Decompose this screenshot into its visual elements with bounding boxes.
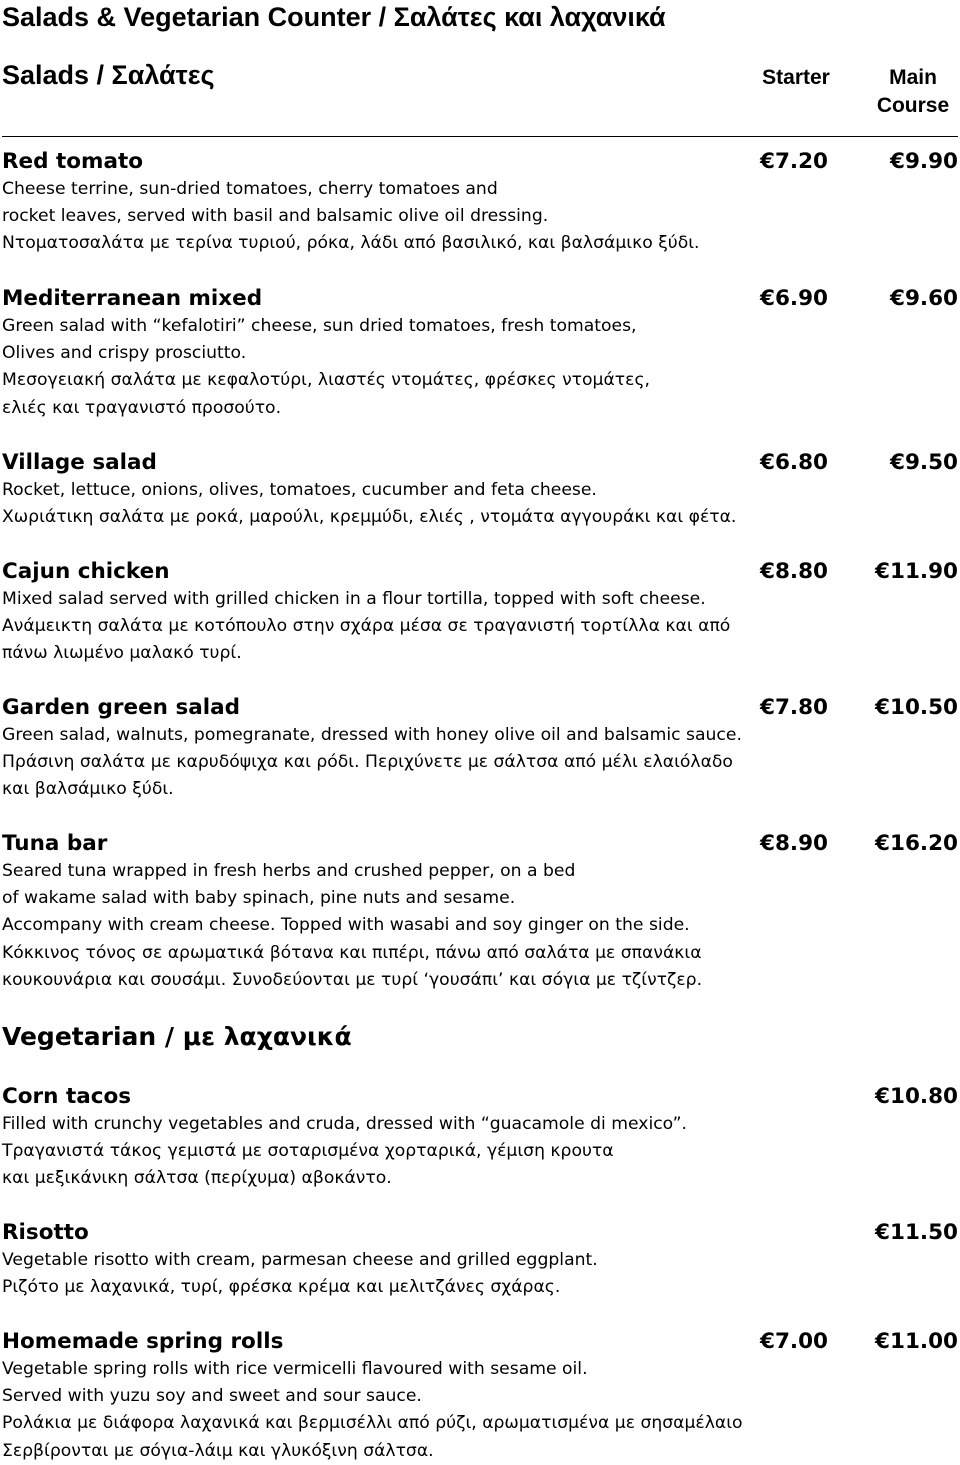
item-description-line: Ανάμεικτη σαλάτα με κοτόπουλο στην σχάρα μέσα σε τραγανιστή τορτίλλα και από (2, 616, 731, 637)
starter-price: €6.90 (759, 286, 828, 311)
item-description-line: Rocket, lettuce, onions, olives, tomatoes, cucumber and feta cheese. (2, 480, 597, 500)
main-course-column-header (866, 64, 960, 120)
item-description-line: ελιές και τραγανιστό προσούτο. (2, 397, 282, 418)
main-price: €10.50 (875, 695, 958, 720)
item-name: Tuna bar (2, 831, 108, 856)
main-course-header-line1: Main (889, 66, 937, 89)
item-description-line: Green salad, walnuts, pomegranate, dressed with honey olive oil and balsamic sauce. (2, 725, 742, 745)
menu-item-homemade-spring-rolls (2, 1328, 958, 1465)
main-price: €11.90 (875, 559, 958, 584)
main-price: €11.50 (875, 1220, 958, 1245)
header-divider (2, 136, 958, 137)
item-description-line: of wakame salad with baby spinach, pine nuts and sesame. (2, 888, 516, 909)
item-description-line: Πράσινη σαλάτα με καρυδόψιχα και ρόδι. Περιχύνετε με σάλτσα από μέλι ελαιόλαδο (2, 752, 733, 773)
item-description-line: Σερβίρονται με σόγια-λάιμ και γλυκόξινη σάλτσα. (2, 1440, 434, 1461)
item-name: Risotto (2, 1220, 89, 1245)
item-description-line: rocket leaves, served with basil and balsamic olive oil dressing. (2, 206, 549, 227)
menu-item-mediterranean-mixed (2, 285, 958, 422)
menu-item-tuna-bar (2, 830, 958, 994)
page-title: Salads & Vegetarian Counter / Σαλάτες και λαχανικά (2, 2, 666, 32)
item-description-line: Filled with crunchy vegetables and cruda, dressed with “guacamole di mexico”. (2, 1114, 687, 1134)
main-price: €9.90 (889, 149, 958, 174)
item-description-line: Vegetable spring rolls with rice vermicelli flavoured with sesame oil. (2, 1359, 588, 1379)
item-description-line: Μεσογειακή σαλάτα με κεφαλοτύρι, λιαστές ντομάτες, φρέσκες ντομάτες, (2, 370, 650, 391)
main-price: €9.60 (889, 286, 958, 311)
menu-item-red-tomato (2, 148, 958, 258)
menu-item-cajun-chicken (2, 558, 958, 668)
item-description-line: Χωριάτικη σαλάτα με ροκά, μαρούλι, κρεμμύδι, ελιές , ντομάτα αγγουράκι και φέτα. (2, 507, 737, 528)
main-price: €11.00 (875, 1329, 958, 1354)
main-course-header-line2: Course (876, 94, 950, 117)
item-description-line: πάνω λιωμένο μαλακό τυρί. (2, 643, 242, 664)
item-name: Corn tacos (2, 1084, 132, 1109)
starter-price: €8.90 (759, 831, 828, 856)
item-name: Village salad (2, 450, 157, 475)
starter-price: €8.80 (759, 559, 828, 584)
item-description-line: Ριζότο με λαχανικά, τυρί, φρέσκα κρέμα και μελιτζάνες σχάρας. (2, 1277, 561, 1298)
starter-price: €7.80 (759, 695, 828, 720)
main-price: €16.20 (875, 831, 958, 856)
item-description-line: Κόκκινος τόνος σε αρωματικά βότανα και πιπέρι, πάνω από σαλάτα με σπανάκια (2, 942, 702, 963)
starter-price: €6.80 (759, 450, 828, 475)
item-description-line: Cheese terrine, sun-dried tomatoes, cherry tomatoes and (2, 179, 498, 199)
item-description-line: Served with yuzu soy and sweet and sour sauce. (2, 1386, 422, 1407)
item-description-line: Olives and crispy prosciutto. (2, 343, 247, 364)
item-description-line: Green salad with “kefalotiri” cheese, sun dried tomatoes, fresh tomatoes, (2, 316, 637, 336)
item-description-line: κουκουνάρια και σουσάμι. Συνοδεύονται με τυρί ‘γουσάπι’ και σόγια με τζίντζερ. (2, 969, 703, 990)
menu-item-garden-green-salad (2, 694, 958, 804)
item-description-line: και μεξικάνικη σάλτσα (περίχυμα) αβοκάντο. (2, 1168, 392, 1189)
item-name: Homemade spring rolls (2, 1329, 284, 1354)
vegetarian-section-title: Vegetarian / με λαχανικά (2, 1022, 352, 1051)
item-description-line: Seared tuna wrapped in fresh herbs and crushed pepper, on a bed (2, 861, 576, 881)
item-name: Cajun chicken (2, 559, 170, 584)
item-name: Garden green salad (2, 695, 241, 720)
main-price: €10.80 (875, 1084, 958, 1109)
item-description-line: Mixed salad served with grilled chicken in a flour tortilla, topped with soft cheese. (2, 589, 706, 609)
menu-item-risotto (2, 1219, 958, 1301)
item-description-line: Ντοματοσαλάτα με τερίνα τυριού, ρόκα, λάδι από βασιλικό, και βαλσάμικο ξύδι. (2, 233, 700, 254)
menu-item-corn-tacos (2, 1083, 958, 1193)
item-description-line: Ρολάκια με διάφορα λαχανικά και βερμισέλλι από ρύζι, αρωματισμένα με σησαμέλαιο (2, 1413, 743, 1434)
item-description-line: και βαλσάμικο ξύδι. (2, 779, 174, 800)
item-description-line: Accompany with cream cheese. Topped with wasabi and soy ginger on the side. (2, 915, 690, 936)
item-name: Red tomato (2, 149, 144, 174)
starter-price: €7.00 (759, 1329, 828, 1354)
item-description-line: Τραγανιστά τάκος γεμιστά με σοταρισμένα χορταρικά, γέμιση κρουτα (2, 1141, 614, 1162)
salads-section-title: Salads / Σαλάτες (2, 60, 215, 90)
main-price: €9.50 (889, 450, 958, 475)
starter-column-header: Starter (762, 66, 830, 89)
menu-item-village-salad (2, 449, 958, 531)
item-description-line: Vegetable risotto with cream, parmesan cheese and grilled eggplant. (2, 1250, 598, 1270)
item-name: Mediterranean mixed (2, 286, 263, 311)
starter-price: €7.20 (759, 149, 828, 174)
